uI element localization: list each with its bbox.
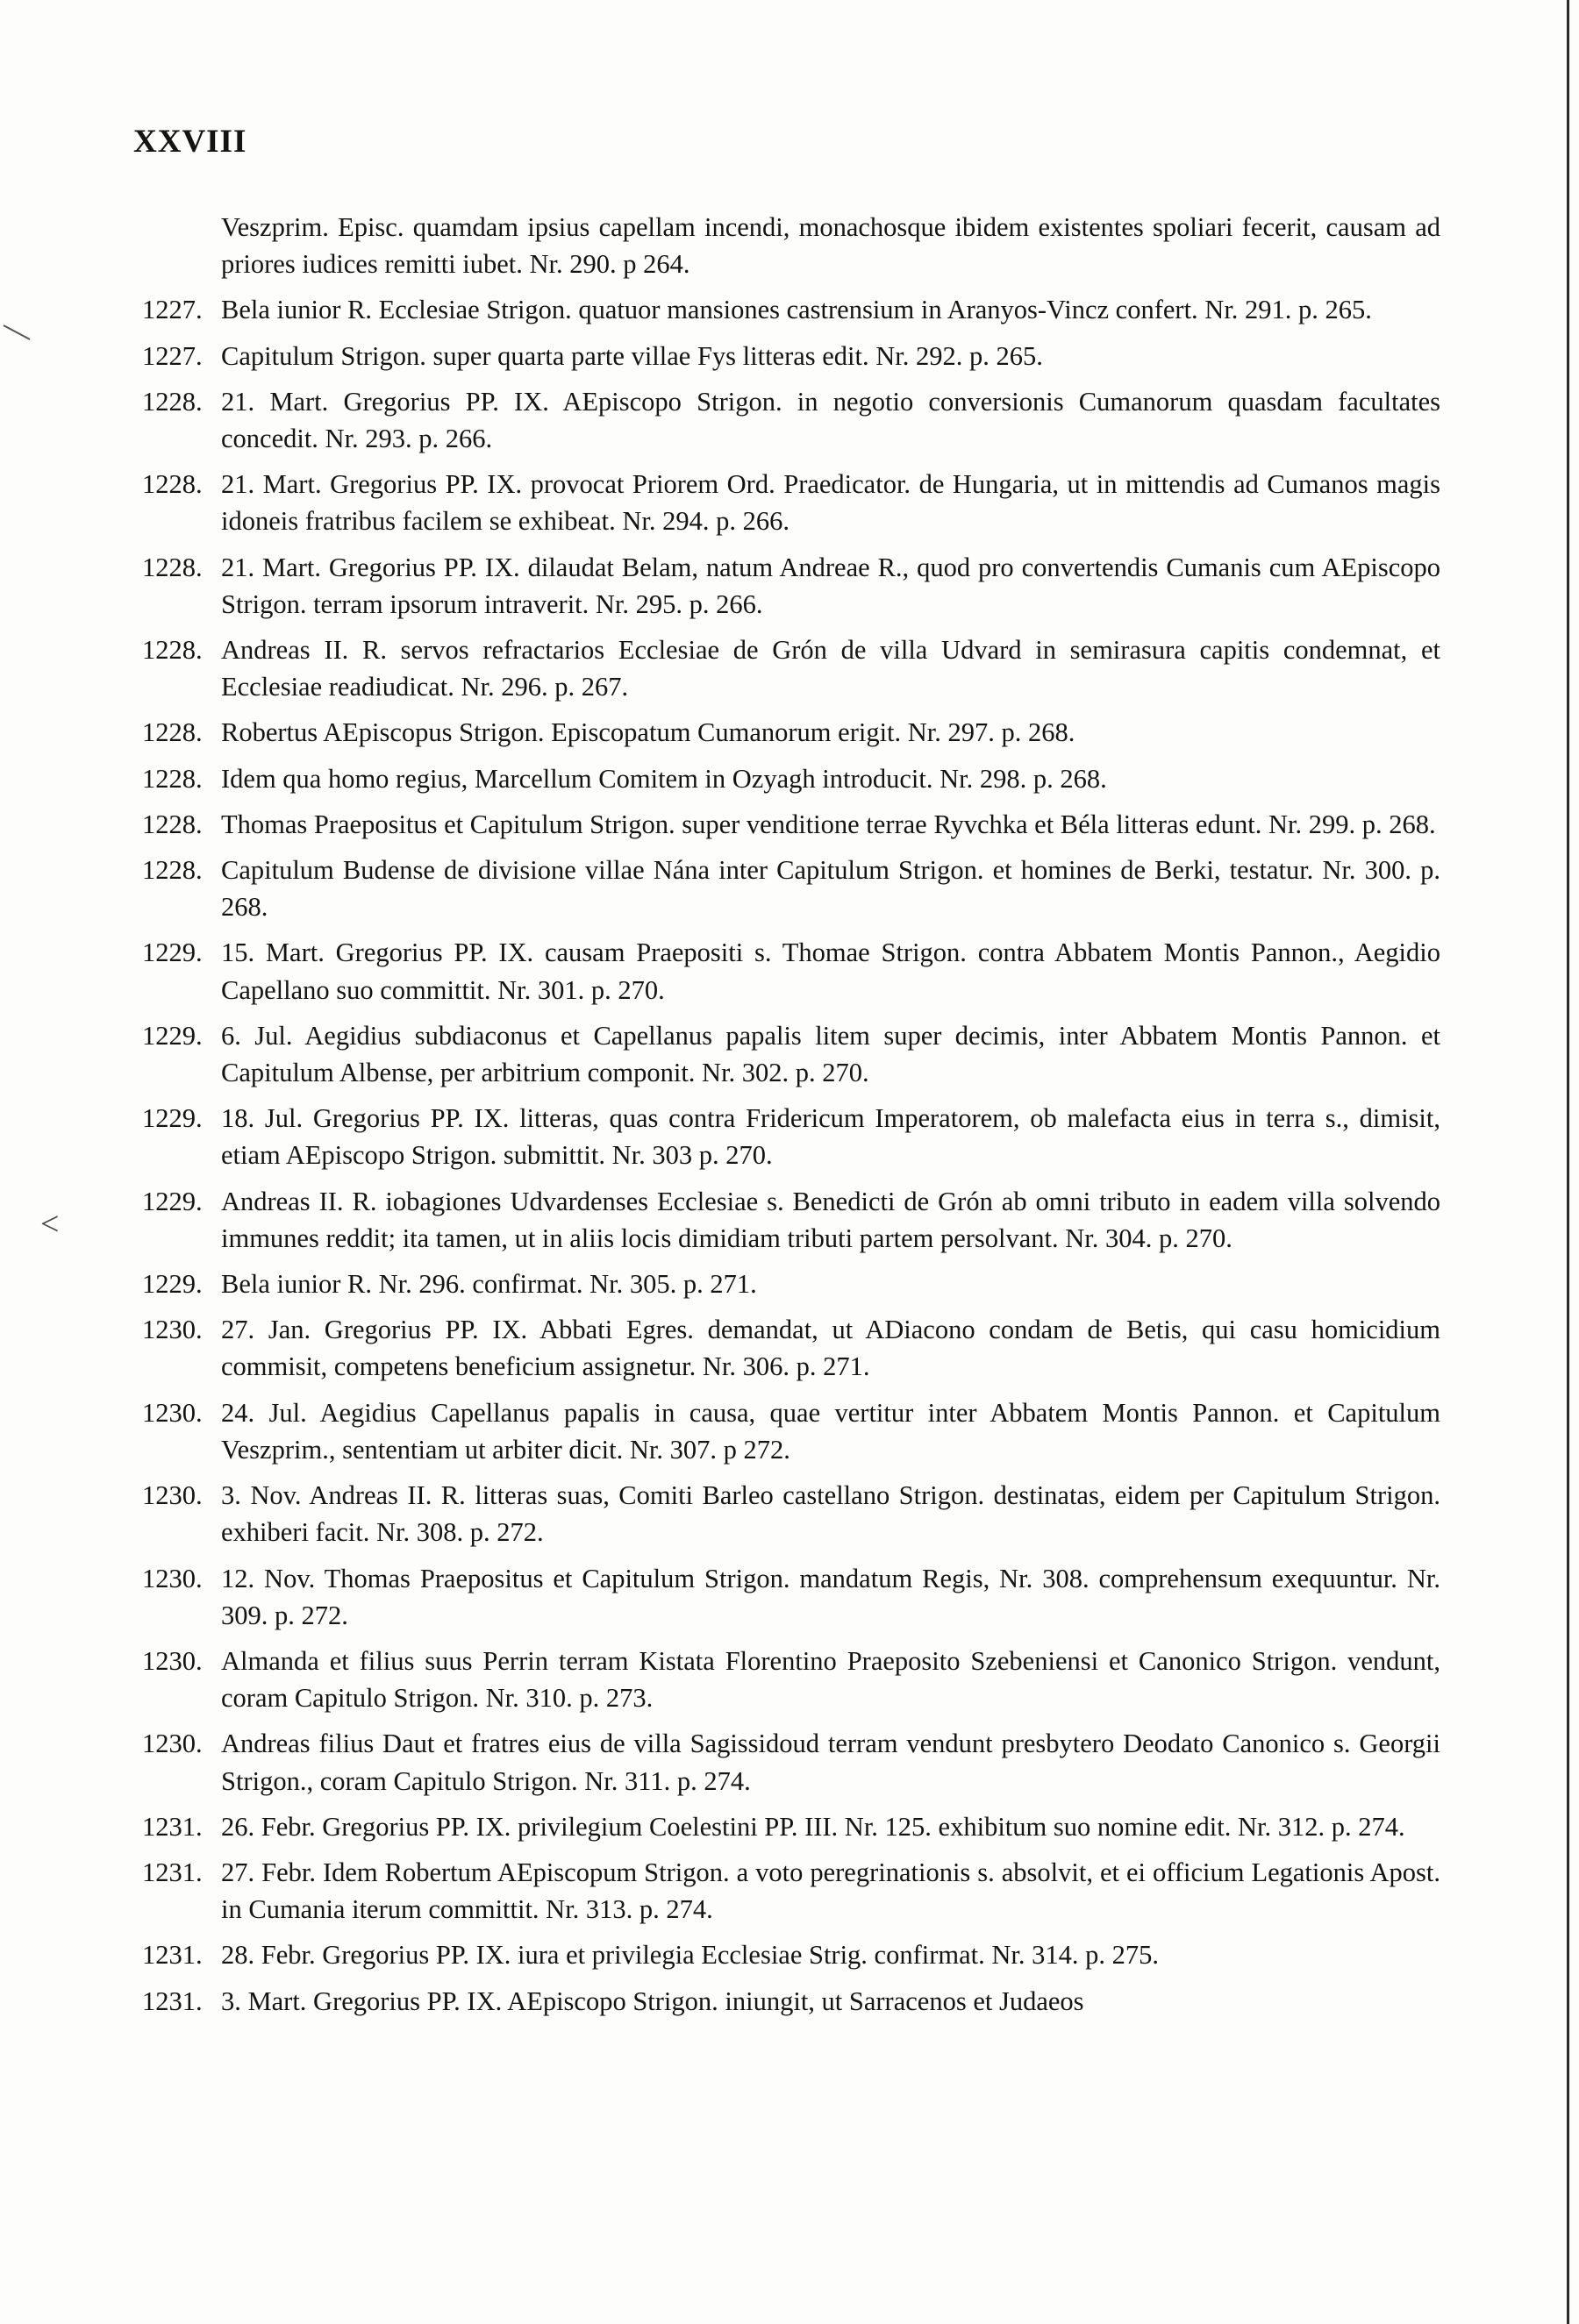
- entry-text: 28. Febr. Gregorius PP. IX. iura et privilegia Ecclesiae Strig. confirmat. Nr. 314. p. 275.: [221, 1940, 1159, 1971]
- entry-year: 1231.: [142, 1857, 203, 1887]
- entry-text: 18. Jul. Gregorius PP. IX. litteras, quas contra Fridericum Imperatorem, ob malefacta eius in terra s., dimisit, etiam AEpiscopo Strigon. submittit. Nr. 303 p. 270.: [221, 1103, 1440, 1171]
- running-head: XXVIII: [133, 124, 247, 160]
- entry-year: 1228.: [142, 855, 203, 886]
- entry-text: 21. Mart. Gregorius PP. IX. provocat Priorem Ord. Praedicator. de Hungaria, ut in mittendis ad Cumanos magis idoneis fratribus facilem se exhibeat. Nr. 294. p. 266.: [221, 469, 1440, 537]
- regest-entry: [142, 760, 1440, 797]
- regest-entry: [142, 338, 1440, 374]
- regest-entry: [142, 1854, 1440, 1928]
- entry-text: 6. Jul. Aegidius subdiaconus et Capellanus papalis litem super decimis, inter Abbatem Montis Pannon. et Capitulum Albense, per arbitrium componit. Nr. 302. p. 270.: [221, 1020, 1440, 1088]
- entry-text: Veszprim. Episc. quamdam ipsius capellam incendi, monachosque ibidem existentes spoliari fecerit, causam ad priores iudices remitti iubet. Nr. 290. p 264.: [221, 212, 1440, 280]
- entry-text: 24. Jul. Aegidius Capellanus papalis in causa, quae vertitur inter Abbatem Montis Pannon. et Capitulum Veszprim., sententiam ut arbiter dicit. Nr. 307. p 272.: [221, 1397, 1440, 1465]
- entry-year: 1230.: [142, 1645, 203, 1676]
- entry-text: Andreas filius Daut et fratres eius de villa Sagissidoud terram vendunt presbytero Deodato Canonico s. Georgii Strigon., coram Capitulo Strigon. Nr. 311. p. 274.: [221, 1729, 1440, 1796]
- entry-text: 21. Mart. Gregorius PP. IX. dilaudat Belam, natum Andreae R., quod pro convertendis Cumanis cum AEpiscopo Strigon. terram ipsorum intraverit. Nr. 295. p. 266.: [221, 552, 1440, 619]
- entry-text: 21. Mart. Gregorius PP. IX. AEpiscopo Strigon. in negotio conversionis Cumanorum quasdam facultates concedit. Nr. 293. p. 266.: [221, 386, 1440, 454]
- entry-text: 27. Jan. Gregorius PP. IX. Abbati Egres. demandat, ut ADiacono condam de Betis, qui casu homicidium commisit, competens beneficium assignetur. Nr. 306. p. 271.: [221, 1315, 1440, 1382]
- entry-year: 1230.: [142, 1480, 203, 1511]
- entry-year: 1228.: [142, 635, 203, 666]
- entry-text: Robertus AEpiscopus Strigon. Episcopatum Cumanorum erigit. Nr. 297. p. 268.: [221, 717, 1075, 748]
- entry-year: 1229.: [142, 937, 203, 968]
- regest-entry: [142, 714, 1440, 751]
- entry-year: 1229.: [142, 1269, 203, 1300]
- entry-year: 1229.: [142, 1020, 203, 1051]
- regest-entry: [142, 383, 1440, 457]
- entry-list: [0, 209, 1579, 2020]
- entry-text: 26. Febr. Gregorius PP. IX. privilegium Coelestini PP. III. Nr. 125. exhibitum suo nomine edit. Nr. 312. p. 274.: [221, 1811, 1405, 1842]
- regest-entry: [142, 1936, 1440, 1973]
- entry-text: Capitulum Budense de divisione villae Nána inter Capitulum Strigon. et homines de Berki, testatur. Nr. 300. p. 268.: [221, 855, 1440, 923]
- entry-text: Andreas II. R. iobagiones Udvardenses Ecclesiae s. Benedicti de Grón ab omni tributo in eadem villa solvendo immunes reddit; ita tamen, ut in aliis locis dimidiam tributi partem persolvant. Nr. 304. p. 270.: [221, 1186, 1440, 1253]
- regest-entry: [142, 1808, 1440, 1845]
- entry-year: 1231.: [142, 1985, 203, 2016]
- entry-year: 1231.: [142, 1940, 203, 1971]
- entry-text: Bela iunior R. Nr. 296. confirmat. Nr. 305. p. 271.: [221, 1269, 757, 1300]
- entry-text: 27. Febr. Idem Robertum AEpiscopum Strigon. a voto peregrinationis s. absolvit, et ei officium Legationis Apost. in Cumania iterum committit. Nr. 313. p. 274.: [221, 1857, 1440, 1925]
- entry-year: 1228.: [142, 717, 203, 748]
- regest-entry: [142, 1643, 1440, 1716]
- margin-caret-mark: <: [40, 1206, 60, 1243]
- regest-entry: [142, 466, 1440, 539]
- entry-year: 1229.: [142, 1103, 203, 1134]
- regest-entry: [142, 631, 1440, 705]
- entry-year: 1230.: [142, 1563, 203, 1593]
- regest-entry: [142, 852, 1440, 925]
- entry-year: 1228.: [142, 552, 203, 582]
- regest-entry: [142, 806, 1440, 843]
- entry-text: 12. Nov. Thomas Praepositus et Capitulum Strigon. mandatum Regis, Nr. 308. comprehensum exequuntur. Nr. 309. p. 272.: [221, 1563, 1440, 1630]
- regest-entry: [142, 1017, 1440, 1091]
- entry-text: Almanda et filius suus Perrin terram Kistata Florentino Praeposito Szebeniensi et Canonico Strigon. vendunt, coram Capitulo Strigon. Nr. 310. p. 273.: [221, 1645, 1440, 1714]
- regest-entry: [142, 934, 1440, 1008]
- entry-year: 1228.: [142, 809, 203, 839]
- regest-entry: [142, 1100, 1440, 1173]
- entry-year: 1231.: [142, 1811, 203, 1842]
- entry-year: 1229.: [142, 1186, 203, 1216]
- entry-year: 1230.: [142, 1397, 203, 1428]
- entry-year: 1230.: [142, 1315, 203, 1345]
- regest-entry: [142, 1265, 1440, 1302]
- regest-entry: [142, 1983, 1440, 2020]
- entry-year: 1228.: [142, 469, 203, 500]
- entry-text: 3. Mart. Gregorius PP. IX. AEpiscopo Strigon. iniungit, ut Sarracenos et Judaeos: [221, 1985, 1084, 2016]
- regest-entry: [142, 1725, 1440, 1799]
- entry-text: Idem qua homo regius, Marcellum Comitem in Ozyagh introducit. Nr. 298. p. 268.: [221, 763, 1107, 794]
- regest-entry: [142, 1311, 1440, 1385]
- entry-year: 1227.: [142, 295, 203, 325]
- entry-text: 3. Nov. Andreas II. R. litteras suas, Comiti Barleo castellano Strigon. destinatas, eidem per Capitulum Strigon. exhiberi facit. Nr. 308. p. 272.: [221, 1480, 1440, 1548]
- entry-year: 1228.: [142, 386, 203, 417]
- regest-entry: [142, 1183, 1440, 1257]
- regest-entry: [142, 1394, 1440, 1468]
- regest-entry: [142, 291, 1440, 328]
- entry-text: Andreas II. R. servos refractarios Ecclesiae de Grón de villa Udvard in semirasura capitis condemnat, et Ecclesiae readiudicat. Nr. 296. p. 267.: [221, 635, 1440, 702]
- entry-year: 1228.: [142, 763, 203, 794]
- entry-text: Capitulum Strigon. super quarta parte villae Fys litteras edit. Nr. 292. p. 265.: [221, 340, 1043, 371]
- entry-year: 1227.: [142, 340, 203, 371]
- regest-entry: [221, 209, 1440, 282]
- entry-year: 1230.: [142, 1729, 203, 1759]
- entry-text: 15. Mart. Gregorius PP. IX. causam Praepositi s. Thomae Strigon. contra Abbatem Montis Pannon., Aegidio Capellano suo committit. Nr. 301. p. 270.: [221, 937, 1440, 1005]
- entry-text: Bela iunior R. Ecclesiae Strigon. quatuor mansiones castrensium in Aranyos-Vincz confert. Nr. 291. p. 265.: [221, 295, 1372, 325]
- regest-entry: [142, 1477, 1440, 1551]
- entry-text: Thomas Praepositus et Capitulum Strigon. super venditione terrae Ryvchka et Béla litteras edunt. Nr. 299. p. 268.: [221, 809, 1436, 839]
- regest-entry: [142, 1560, 1440, 1634]
- regest-entry: [142, 549, 1440, 623]
